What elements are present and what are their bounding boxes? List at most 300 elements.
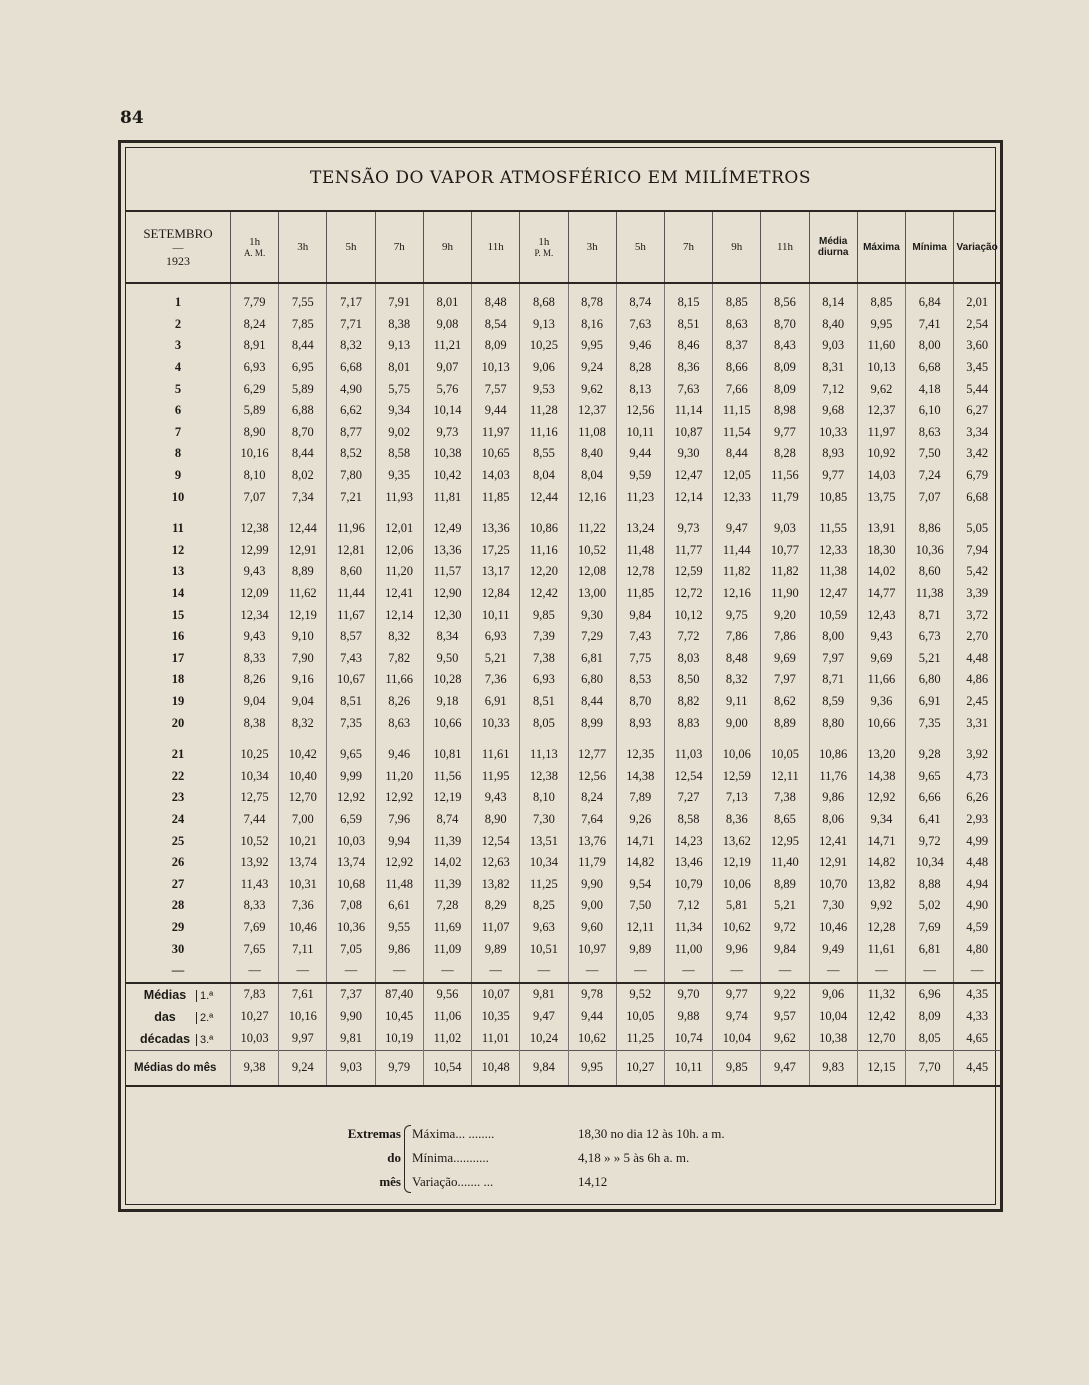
decade-ordinal: 3.ª (196, 1034, 213, 1046)
value-cell: 8,70 (279, 422, 327, 444)
spacer-row (126, 734, 1000, 744)
spacer-cell (230, 734, 278, 744)
value-cell: 11,85 (616, 583, 664, 605)
decade-label: das (154, 1009, 176, 1024)
value-cell: 8,85 (857, 292, 905, 314)
value-cell: 7,12 (809, 378, 857, 400)
table-row (126, 378, 1000, 400)
value-cell: 7,27 (664, 787, 712, 809)
value-cell: 8,32 (375, 626, 423, 648)
value-cell: 12,78 (616, 561, 664, 583)
value-cell: 8,90 (472, 809, 520, 831)
value-cell: 12,75 (230, 787, 278, 809)
table-row (126, 583, 1000, 605)
value-cell: 11,85 (472, 486, 520, 508)
value-cell: 12,70 (279, 787, 327, 809)
value-cell: 9,77 (713, 983, 761, 1006)
value-cell: 9,83 (809, 1050, 857, 1086)
day-cell: 25 (171, 833, 185, 848)
day-cell: 5 (174, 381, 182, 396)
value-cell: 9,92 (857, 895, 905, 917)
value-cell: 7,30 (809, 895, 857, 917)
value-cell: 9,65 (906, 765, 954, 787)
value-cell: 9,16 (279, 669, 327, 691)
value-cell: 4,33 (954, 1006, 1000, 1028)
value-cell: 12,43 (857, 604, 905, 626)
value-cell: 12,56 (568, 765, 616, 787)
header-row (126, 212, 1000, 283)
value-cell: 7,50 (906, 443, 954, 465)
value-cell: 8,24 (568, 787, 616, 809)
value-cell: 9,26 (616, 809, 664, 831)
value-cell: 11,93 (375, 486, 423, 508)
dash-cell: — (954, 960, 1000, 983)
value-cell: 7,43 (327, 648, 375, 670)
dash-row (126, 960, 1000, 983)
spacer-row (126, 283, 1000, 292)
value-cell: 12,38 (520, 765, 568, 787)
value-cell: 12,49 (423, 518, 471, 540)
value-cell: 14,82 (857, 852, 905, 874)
spacer-cell (279, 734, 327, 744)
value-cell: 9,55 (375, 917, 423, 939)
spacer-cell (423, 508, 471, 518)
value-cell: 12,56 (616, 400, 664, 422)
spacer-cell (761, 283, 809, 292)
value-cell: 6,66 (906, 787, 954, 809)
value-cell: 8,99 (568, 712, 616, 734)
value-cell: 7,97 (809, 648, 857, 670)
value-cell: 11,95 (472, 765, 520, 787)
value-cell: 8,74 (616, 292, 664, 314)
value-cell: 9,34 (375, 400, 423, 422)
value-cell: 8,36 (664, 357, 712, 379)
value-cell: 11,97 (472, 422, 520, 444)
value-cell: 6,27 (954, 400, 1000, 422)
value-cell: 7,44 (230, 809, 278, 831)
value-cell: 6,41 (906, 809, 954, 831)
value-cell: 10,48 (472, 1050, 520, 1086)
spacer-cell (906, 734, 954, 744)
value-cell: 8,36 (713, 809, 761, 831)
day-cell: 14 (171, 586, 185, 601)
value-cell: 10,11 (472, 604, 520, 626)
spacer-cell (126, 283, 230, 292)
value-cell: 8,32 (327, 335, 375, 357)
day-cell: 1 (174, 295, 182, 310)
value-cell: 7,70 (906, 1050, 954, 1086)
value-cell: 10,03 (230, 1028, 278, 1051)
table-row (126, 895, 1000, 917)
day-cell: 10 (171, 489, 185, 504)
spacer-cell (713, 734, 761, 744)
value-cell: 7,37 (327, 983, 375, 1006)
value-cell: 14,71 (616, 830, 664, 852)
value-cell: 9,43 (472, 787, 520, 809)
value-cell: 14,38 (616, 765, 664, 787)
value-cell: 7,66 (713, 378, 761, 400)
value-cell: 9,46 (616, 335, 664, 357)
value-cell: 12,37 (857, 400, 905, 422)
value-cell: 10,67 (327, 669, 375, 691)
table-row (126, 938, 1000, 960)
value-cell: 7,71 (327, 314, 375, 336)
value-cell: 11,61 (857, 938, 905, 960)
value-cell: 9,79 (375, 1050, 423, 1086)
value-cell: 9,13 (520, 314, 568, 336)
value-cell: 11,79 (568, 852, 616, 874)
value-cell: 9,24 (279, 1050, 327, 1086)
spacer-cell (520, 283, 568, 292)
value-cell: 11,23 (616, 486, 664, 508)
value-cell: 8,38 (375, 314, 423, 336)
value-cell: 9,46 (375, 744, 423, 766)
value-cell: 8,78 (568, 292, 616, 314)
value-cell: 12,59 (713, 765, 761, 787)
value-cell: 9,02 (375, 422, 423, 444)
table-row (126, 712, 1000, 734)
value-cell: 12,42 (857, 1006, 905, 1028)
value-cell: 9,00 (713, 712, 761, 734)
table-frame-inner (125, 147, 996, 1205)
value-cell: 9,72 (906, 830, 954, 852)
value-cell: 11,54 (713, 422, 761, 444)
value-cell: 9,11 (713, 691, 761, 713)
value-cell: 6,61 (375, 895, 423, 917)
value-cell: 10,38 (809, 1028, 857, 1051)
value-cell: 9,70 (664, 983, 712, 1006)
value-cell: 8,26 (230, 669, 278, 691)
value-cell: 8,48 (472, 292, 520, 314)
value-cell: 9,59 (616, 465, 664, 487)
value-cell: 9,95 (568, 1050, 616, 1086)
value-cell: 12,54 (472, 830, 520, 852)
value-cell: 8,70 (761, 314, 809, 336)
value-cell: 9,44 (472, 400, 520, 422)
value-cell: 9,36 (857, 691, 905, 713)
value-cell: 3,60 (954, 335, 1000, 357)
value-cell: 3,42 (954, 443, 1000, 465)
value-cell: 9,99 (327, 765, 375, 787)
value-cell: 9,30 (568, 604, 616, 626)
value-cell: 4,18 (906, 378, 954, 400)
value-cell: 12,37 (568, 400, 616, 422)
value-cell: 13,82 (472, 873, 520, 895)
value-cell: 8,85 (713, 292, 761, 314)
spacer-cell (568, 508, 616, 518)
value-cell: 10,92 (857, 443, 905, 465)
vapor-tension-table (126, 212, 1000, 1087)
day-cell: 7 (174, 424, 182, 439)
value-cell: 13,76 (568, 830, 616, 852)
value-cell: 10,36 (327, 917, 375, 939)
value-cell: 4,45 (954, 1050, 1000, 1086)
decade-label: Médias (143, 987, 187, 1002)
value-cell: 12,28 (857, 917, 905, 939)
table-row (126, 314, 1000, 336)
value-cell: 13,46 (664, 852, 712, 874)
day-cell: 16 (171, 629, 185, 644)
value-cell: 11,25 (520, 873, 568, 895)
spacer-cell (906, 283, 954, 292)
value-cell: 8,16 (568, 314, 616, 336)
day-cell: 4 (174, 360, 182, 375)
value-cell: 7,13 (713, 787, 761, 809)
value-cell: 11,97 (857, 422, 905, 444)
value-cell: 8,09 (472, 335, 520, 357)
spacer-row (126, 508, 1000, 518)
value-cell: 11,61 (472, 744, 520, 766)
spacer-cell (568, 283, 616, 292)
value-cell: 10,66 (423, 712, 471, 734)
value-cell: 10,62 (568, 1028, 616, 1051)
value-cell: 8,28 (616, 357, 664, 379)
value-cell: 9,73 (664, 518, 712, 540)
value-cell: 7,72 (664, 626, 712, 648)
value-cell: 8,55 (520, 443, 568, 465)
value-cell: 6,59 (327, 809, 375, 831)
dash-cell: — (472, 960, 520, 983)
spacer-cell (279, 508, 327, 518)
value-cell: 4,48 (954, 852, 1000, 874)
value-cell: 8,00 (809, 626, 857, 648)
table-row (126, 852, 1000, 874)
value-cell: 7,89 (616, 787, 664, 809)
value-cell: 10,11 (664, 1050, 712, 1086)
value-cell: 13,51 (520, 830, 568, 852)
table-row (126, 561, 1000, 583)
spacer-cell (857, 734, 905, 744)
col-header-variacao: Variação (954, 212, 1000, 283)
value-cell: 9,35 (375, 465, 423, 487)
value-cell: 6,93 (520, 669, 568, 691)
value-cell: 10,86 (809, 744, 857, 766)
day-cell: 22 (171, 768, 185, 783)
value-cell: 9,74 (713, 1006, 761, 1028)
value-cell: 9,38 (230, 1050, 278, 1086)
value-cell: 8,44 (713, 443, 761, 465)
value-cell: 8,06 (809, 809, 857, 831)
value-cell: 11,76 (809, 765, 857, 787)
spacer-cell (664, 508, 712, 518)
spacer-cell (472, 508, 520, 518)
value-cell: 9,50 (423, 648, 471, 670)
value-cell: 11,56 (423, 765, 471, 787)
spacer-cell (761, 734, 809, 744)
value-cell: 6,88 (279, 400, 327, 422)
value-cell: 12,09 (230, 583, 278, 605)
value-cell: 7,57 (472, 378, 520, 400)
value-cell: 13,24 (616, 518, 664, 540)
value-cell: 11,15 (713, 400, 761, 422)
value-cell: 10,04 (713, 1028, 761, 1051)
value-cell: 9,69 (857, 648, 905, 670)
value-cell: 7,41 (906, 314, 954, 336)
value-cell: 11,81 (423, 486, 471, 508)
value-cell: 6,80 (906, 669, 954, 691)
dash-cell: — (568, 960, 616, 983)
value-cell: 10,25 (520, 335, 568, 357)
value-cell: 9,56 (423, 983, 471, 1006)
value-cell: 3,92 (954, 744, 1000, 766)
value-cell: 8,83 (664, 712, 712, 734)
value-cell: 3,72 (954, 604, 1000, 626)
spacer-cell (616, 283, 664, 292)
table-row (126, 787, 1000, 809)
col-header: 1h A. M. (230, 212, 278, 283)
value-cell: 9,03 (809, 335, 857, 357)
value-cell: 9,44 (616, 443, 664, 465)
value-cell: 10,16 (230, 443, 278, 465)
value-cell: 11,25 (616, 1028, 664, 1051)
value-cell: 11,38 (809, 561, 857, 583)
value-cell: 10,54 (423, 1050, 471, 1086)
value-cell: 12,77 (568, 744, 616, 766)
value-cell: 9,03 (761, 518, 809, 540)
value-cell: 8,59 (809, 691, 857, 713)
value-cell: 10,70 (809, 873, 857, 895)
value-cell: 7,35 (327, 712, 375, 734)
value-cell: 7,90 (279, 648, 327, 670)
value-cell: 6,68 (954, 486, 1000, 508)
value-cell: 12,11 (761, 765, 809, 787)
value-cell: 11,00 (664, 938, 712, 960)
day-cell: 29 (171, 919, 185, 934)
value-cell: 8,09 (906, 1006, 954, 1028)
value-cell: 10,07 (472, 983, 520, 1006)
value-cell: 8,51 (664, 314, 712, 336)
extreme-value: 4,18 » » 5 às 6h a. m. (578, 1150, 690, 1165)
value-cell: 6,68 (906, 357, 954, 379)
value-cell: 10,28 (423, 669, 471, 691)
spacer-cell (126, 734, 230, 744)
day-cell: 13 (171, 564, 185, 579)
value-cell: 10,46 (809, 917, 857, 939)
value-cell: 10,31 (279, 873, 327, 895)
value-cell: 12,30 (423, 604, 471, 626)
value-cell: 9,96 (713, 938, 761, 960)
dash-cell: — (375, 960, 423, 983)
table-row (126, 648, 1000, 670)
table-row (126, 486, 1000, 508)
day-cell: 28 (171, 898, 185, 913)
value-cell: 13,92 (230, 852, 278, 874)
value-cell: 10,38 (423, 443, 471, 465)
value-cell: 8,04 (568, 465, 616, 487)
value-cell: 6,62 (327, 400, 375, 422)
value-cell: 4,59 (954, 917, 1000, 939)
value-cell: 11,07 (472, 917, 520, 939)
value-cell: 11,48 (616, 540, 664, 562)
decade-ordinal: 1.ª (196, 990, 213, 1002)
dash-cell: — (126, 960, 230, 983)
value-cell: 7,82 (375, 648, 423, 670)
value-cell: 9,04 (279, 691, 327, 713)
value-cell: 8,28 (761, 443, 809, 465)
value-cell: 7,86 (713, 626, 761, 648)
value-cell: 6,81 (906, 938, 954, 960)
value-cell: 9,57 (761, 1006, 809, 1028)
value-cell: 12,95 (761, 830, 809, 852)
value-cell: 10,36 (906, 540, 954, 562)
day-cell: 6 (174, 403, 182, 418)
dash-cell: — (230, 960, 278, 983)
value-cell: 11,66 (375, 669, 423, 691)
value-cell: 8,00 (906, 335, 954, 357)
value-cell: 7,63 (664, 378, 712, 400)
value-cell: 7,75 (616, 648, 664, 670)
extreme-name: Variação....... ... (412, 1174, 494, 1189)
value-cell: 12,92 (857, 787, 905, 809)
value-cell: 10,06 (713, 873, 761, 895)
value-cell: 11,28 (520, 400, 568, 422)
table-row (126, 669, 1000, 691)
value-cell: 7,30 (520, 809, 568, 831)
value-cell: 8,74 (423, 809, 471, 831)
value-cell: 10,68 (327, 873, 375, 895)
value-cell: 7,61 (279, 983, 327, 1006)
spacer-cell (472, 734, 520, 744)
value-cell: 12,19 (279, 604, 327, 626)
value-cell: 11,38 (906, 583, 954, 605)
value-cell: 9,43 (857, 626, 905, 648)
day-cell: 18 (171, 672, 185, 687)
value-cell: 10,35 (472, 1006, 520, 1028)
value-cell: 9,47 (713, 518, 761, 540)
dash-cell: — (616, 960, 664, 983)
value-cell: 11,22 (568, 518, 616, 540)
value-cell: 12,90 (423, 583, 471, 605)
value-cell: 11,79 (761, 486, 809, 508)
value-cell: 14,23 (664, 830, 712, 852)
value-cell: 14,03 (857, 465, 905, 487)
spacer-cell (126, 508, 230, 518)
value-cell: 11,16 (520, 540, 568, 562)
value-cell: 11,96 (327, 518, 375, 540)
value-cell: 9,06 (520, 357, 568, 379)
value-cell: 8,44 (279, 443, 327, 465)
value-cell: 11,20 (375, 561, 423, 583)
value-cell: 12,38 (230, 518, 278, 540)
value-cell: 5,75 (375, 378, 423, 400)
value-cell: 9,97 (279, 1028, 327, 1051)
value-cell: 7,28 (423, 895, 471, 917)
dash-cell: — (857, 960, 905, 983)
col-header: 11h (472, 212, 520, 283)
dash-cell: — (423, 960, 471, 983)
value-cell: 12,14 (375, 604, 423, 626)
value-cell: 8,10 (230, 465, 278, 487)
value-cell: 6,81 (568, 648, 616, 670)
value-cell: 9,47 (520, 1006, 568, 1028)
value-cell: 8,80 (809, 712, 857, 734)
value-cell: 8,43 (761, 335, 809, 357)
value-cell: 87,40 (375, 983, 423, 1006)
value-cell: 9,20 (761, 604, 809, 626)
value-cell: 5,89 (279, 378, 327, 400)
spacer-cell (520, 508, 568, 518)
value-cell: 8,98 (761, 400, 809, 422)
value-cell: 9,84 (616, 604, 664, 626)
day-cell: 11 (172, 521, 184, 536)
value-cell: 10,59 (809, 604, 857, 626)
value-cell: 5,44 (954, 378, 1000, 400)
value-cell: 9,62 (568, 378, 616, 400)
value-cell: 11,09 (423, 938, 471, 960)
spacer-cell (664, 734, 712, 744)
value-cell: 7,07 (230, 486, 278, 508)
value-cell: 2,54 (954, 314, 1000, 336)
